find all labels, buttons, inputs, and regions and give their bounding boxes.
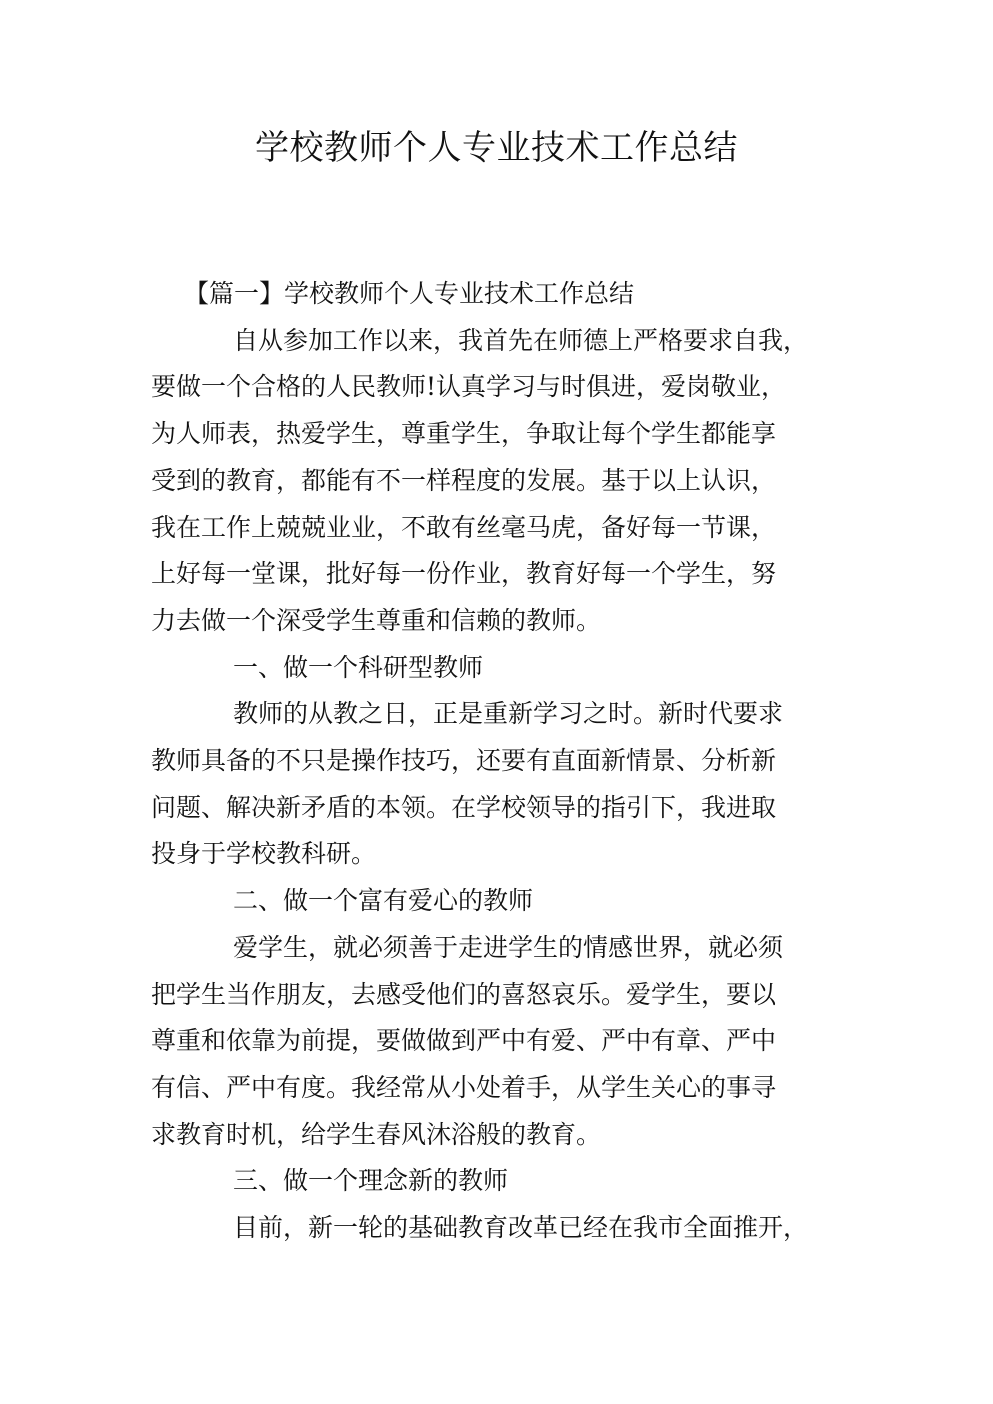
paragraph-intro: 自从参加工作以来，我首先在师德上严格要求自我， 要做一个合格的人民教师!认真学习与时俱进，爱岗敬业， 为人师表，热爱学生，尊重学生，争取让每个学生都能享 受到的教育，都能有不一样程度的发展。基于以上认识， 我在工作上兢兢业业，不敢有丝毫马虎，备好每一节课， 上好每一堂课，批好每一份作业，教育好每一个学生，努 力去做一个深受学生尊重和信赖的教师。 (151, 325, 809, 635)
document-body (151, 271, 841, 1252)
document-title: 学校教师个人专业技术工作总结 (255, 128, 738, 168)
paragraph-caring: 爱学生，就必须善于走进学生的情感世界，就必须 把学生当作朋友，去感受他们的喜怒哀乐。爱学生，要以 尊重和依靠为前提，要做做到严中有爱、严中有章、严中 有信、严中有度。我经常从小处着手，从学生关心的事寻 求教育时机，给学生春风沐浴般的教育。 (151, 932, 784, 1149)
heading-new-concept-teacher: 三、做一个理念新的教师 (233, 1166, 509, 1196)
paragraph-new-concept: 目前，新一轮的基础教育改革已经在我市全面推开， (233, 1213, 809, 1243)
section-title: 【篇一】学校教师个人专业技术工作总结 (184, 279, 635, 308)
heading-research-teacher: 一、做一个科研型教师 (233, 652, 484, 682)
heading-caring-teacher: 二、做一个富有爱心的教师 (233, 886, 534, 916)
paragraph-research: 教师的从教之日，正是重新学习之时。新时代要求 教师具备的不只是操作技巧，还要有直面新情景、分析新 问题、解决新矛盾的本领。在学校领导的指引下，我进取 投身于学校教科研。 (151, 699, 784, 869)
